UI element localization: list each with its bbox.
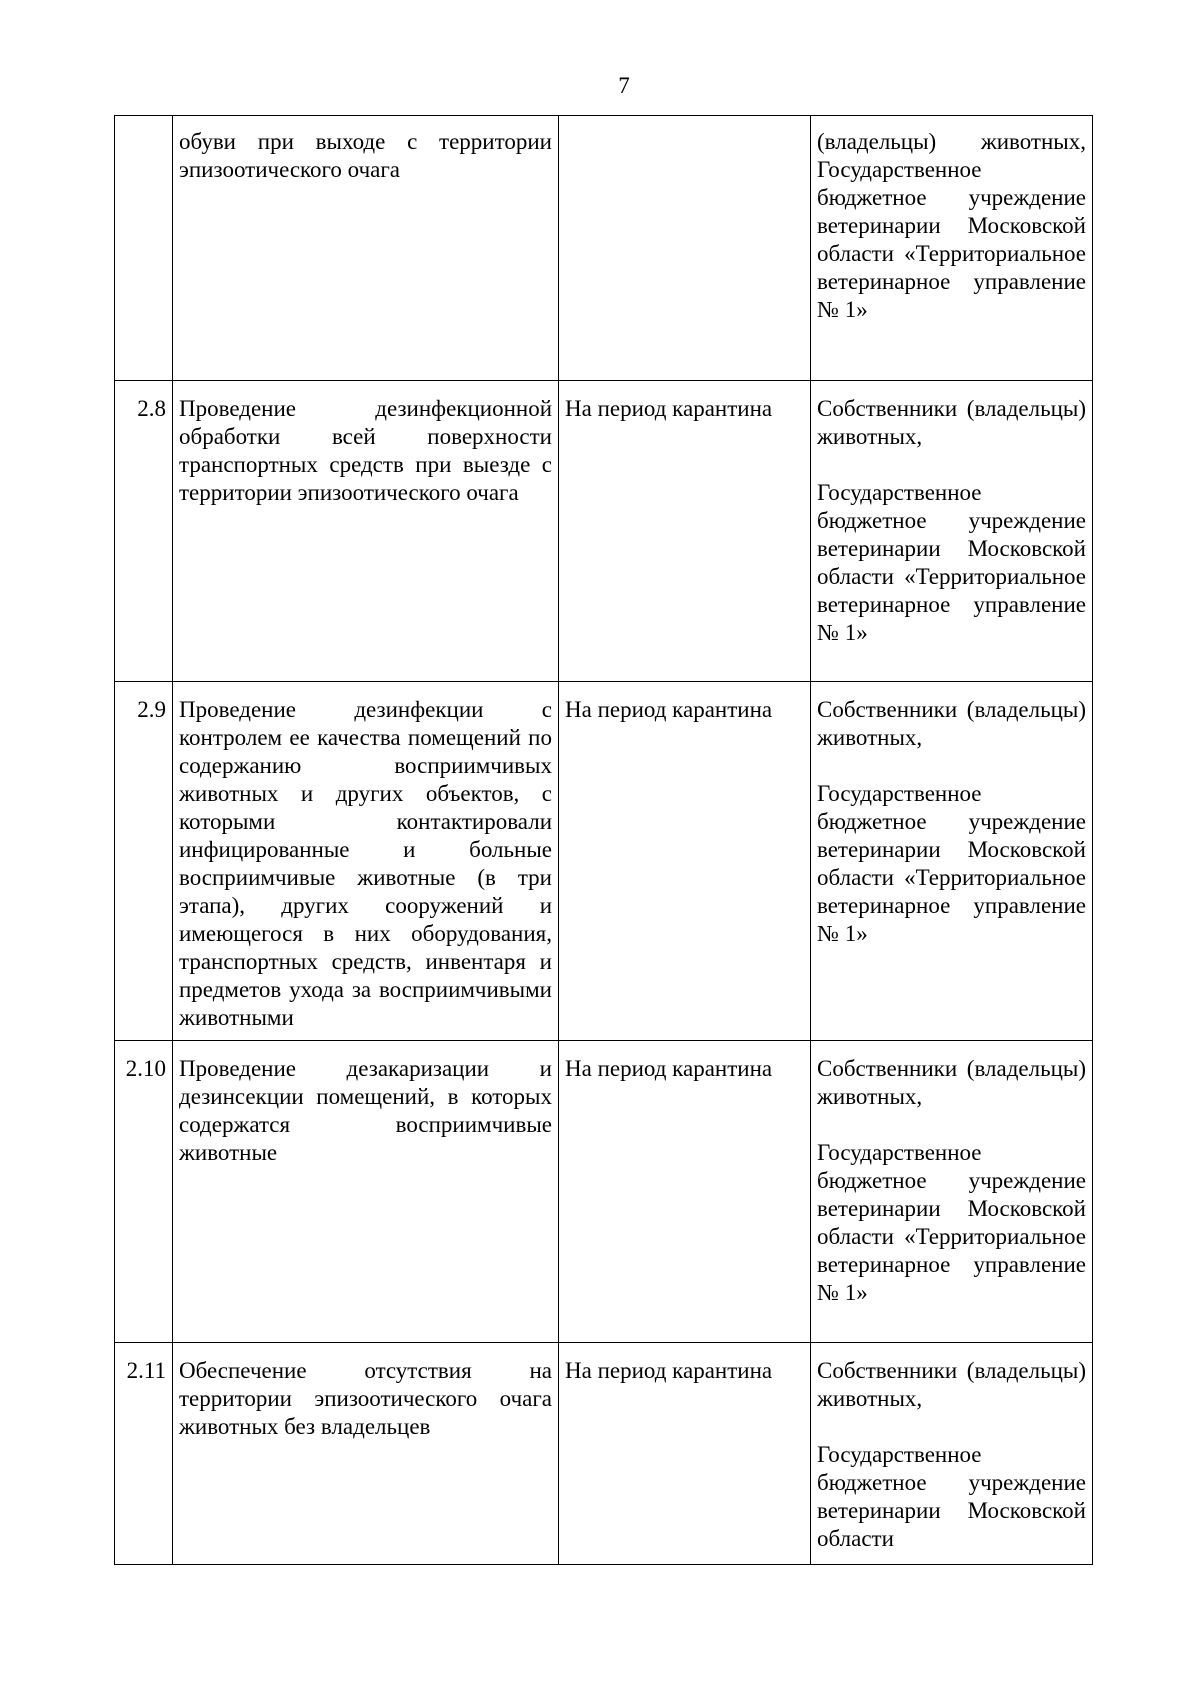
row-owners-text: Собственники (владельцы) животных, <box>817 396 1086 449</box>
row-responsible <box>811 1041 1093 1343</box>
table-row <box>115 381 1093 682</box>
measures-table <box>114 115 1093 1565</box>
row-owners-text: Собственники (владельцы) животных, <box>817 697 1086 750</box>
table-row <box>115 682 1093 1041</box>
row-number: 2.9 <box>115 682 173 1041</box>
table-row <box>115 116 1093 381</box>
row-responsible <box>811 682 1093 1041</box>
page-number: 7 <box>618 73 630 98</box>
row-term: На период карантина <box>559 1343 811 1565</box>
row-number <box>115 116 173 381</box>
row-responsible <box>811 1343 1093 1565</box>
row-term: На период карантина <box>559 682 811 1041</box>
row-responsible <box>811 116 1093 381</box>
table-row <box>115 1041 1093 1343</box>
table-row <box>115 1343 1093 1565</box>
row-action: Проведение дезакаризации и дезинсекции помещений, в которых содержатся восприимчивые животные <box>173 1041 559 1343</box>
row-owners-text: Собственники (владельцы) животных, <box>817 1358 1086 1411</box>
row-term <box>559 116 811 381</box>
row-responsible <box>811 381 1093 682</box>
row-term: На период карантина <box>559 381 811 682</box>
row-responsible-text: Государственное бюджетное учреждение ветеринарии Московской области <box>817 1442 1086 1551</box>
row-responsible-text: Государственное бюджетное учреждение ветеринарии Московской области «Территориальное ветеринарное управление № 1» <box>817 1140 1086 1305</box>
row-action: Проведение дезинфекционной обработки всей поверхности транспортных средств при выезде с территории эпизоотического очага <box>173 381 559 682</box>
row-number: 2.8 <box>115 381 173 682</box>
row-action: Проведение дезинфекции с контролем ее качества помещений по содержанию восприимчивых животных и других объектов, с которыми контактировали инфицированные и больные восприимчивые животные (в три этапа), других сооружений и имеющегося в них оборудования, транспортных средств, инвентаря и предметов ухода за восприимчивыми животными <box>173 682 559 1041</box>
row-responsible-text: Государственное бюджетное учреждение ветеринарии Московской области «Территориальное ветеринарное управление № 1» <box>817 480 1086 645</box>
row-number: 2.11 <box>115 1343 173 1565</box>
row-owners-text: Собственники (владельцы) животных, <box>817 1056 1086 1109</box>
row-action: Обеспечение отсутствия на территории эпизоотического очага животных без владельцев <box>173 1343 559 1565</box>
row-term: На период карантина <box>559 1041 811 1343</box>
row-responsible-text: (владельцы) животных, Государственное бюджетное учреждение ветеринарии Московской области «Территориальное ветеринарное управление № 1» <box>817 129 1086 322</box>
row-number: 2.10 <box>115 1041 173 1343</box>
row-action: обуви при выходе с территории эпизоотического очага <box>173 116 559 381</box>
row-responsible-text: Государственное бюджетное учреждение ветеринарии Московской области «Территориальное ветеринарное управление № 1» <box>817 781 1086 946</box>
